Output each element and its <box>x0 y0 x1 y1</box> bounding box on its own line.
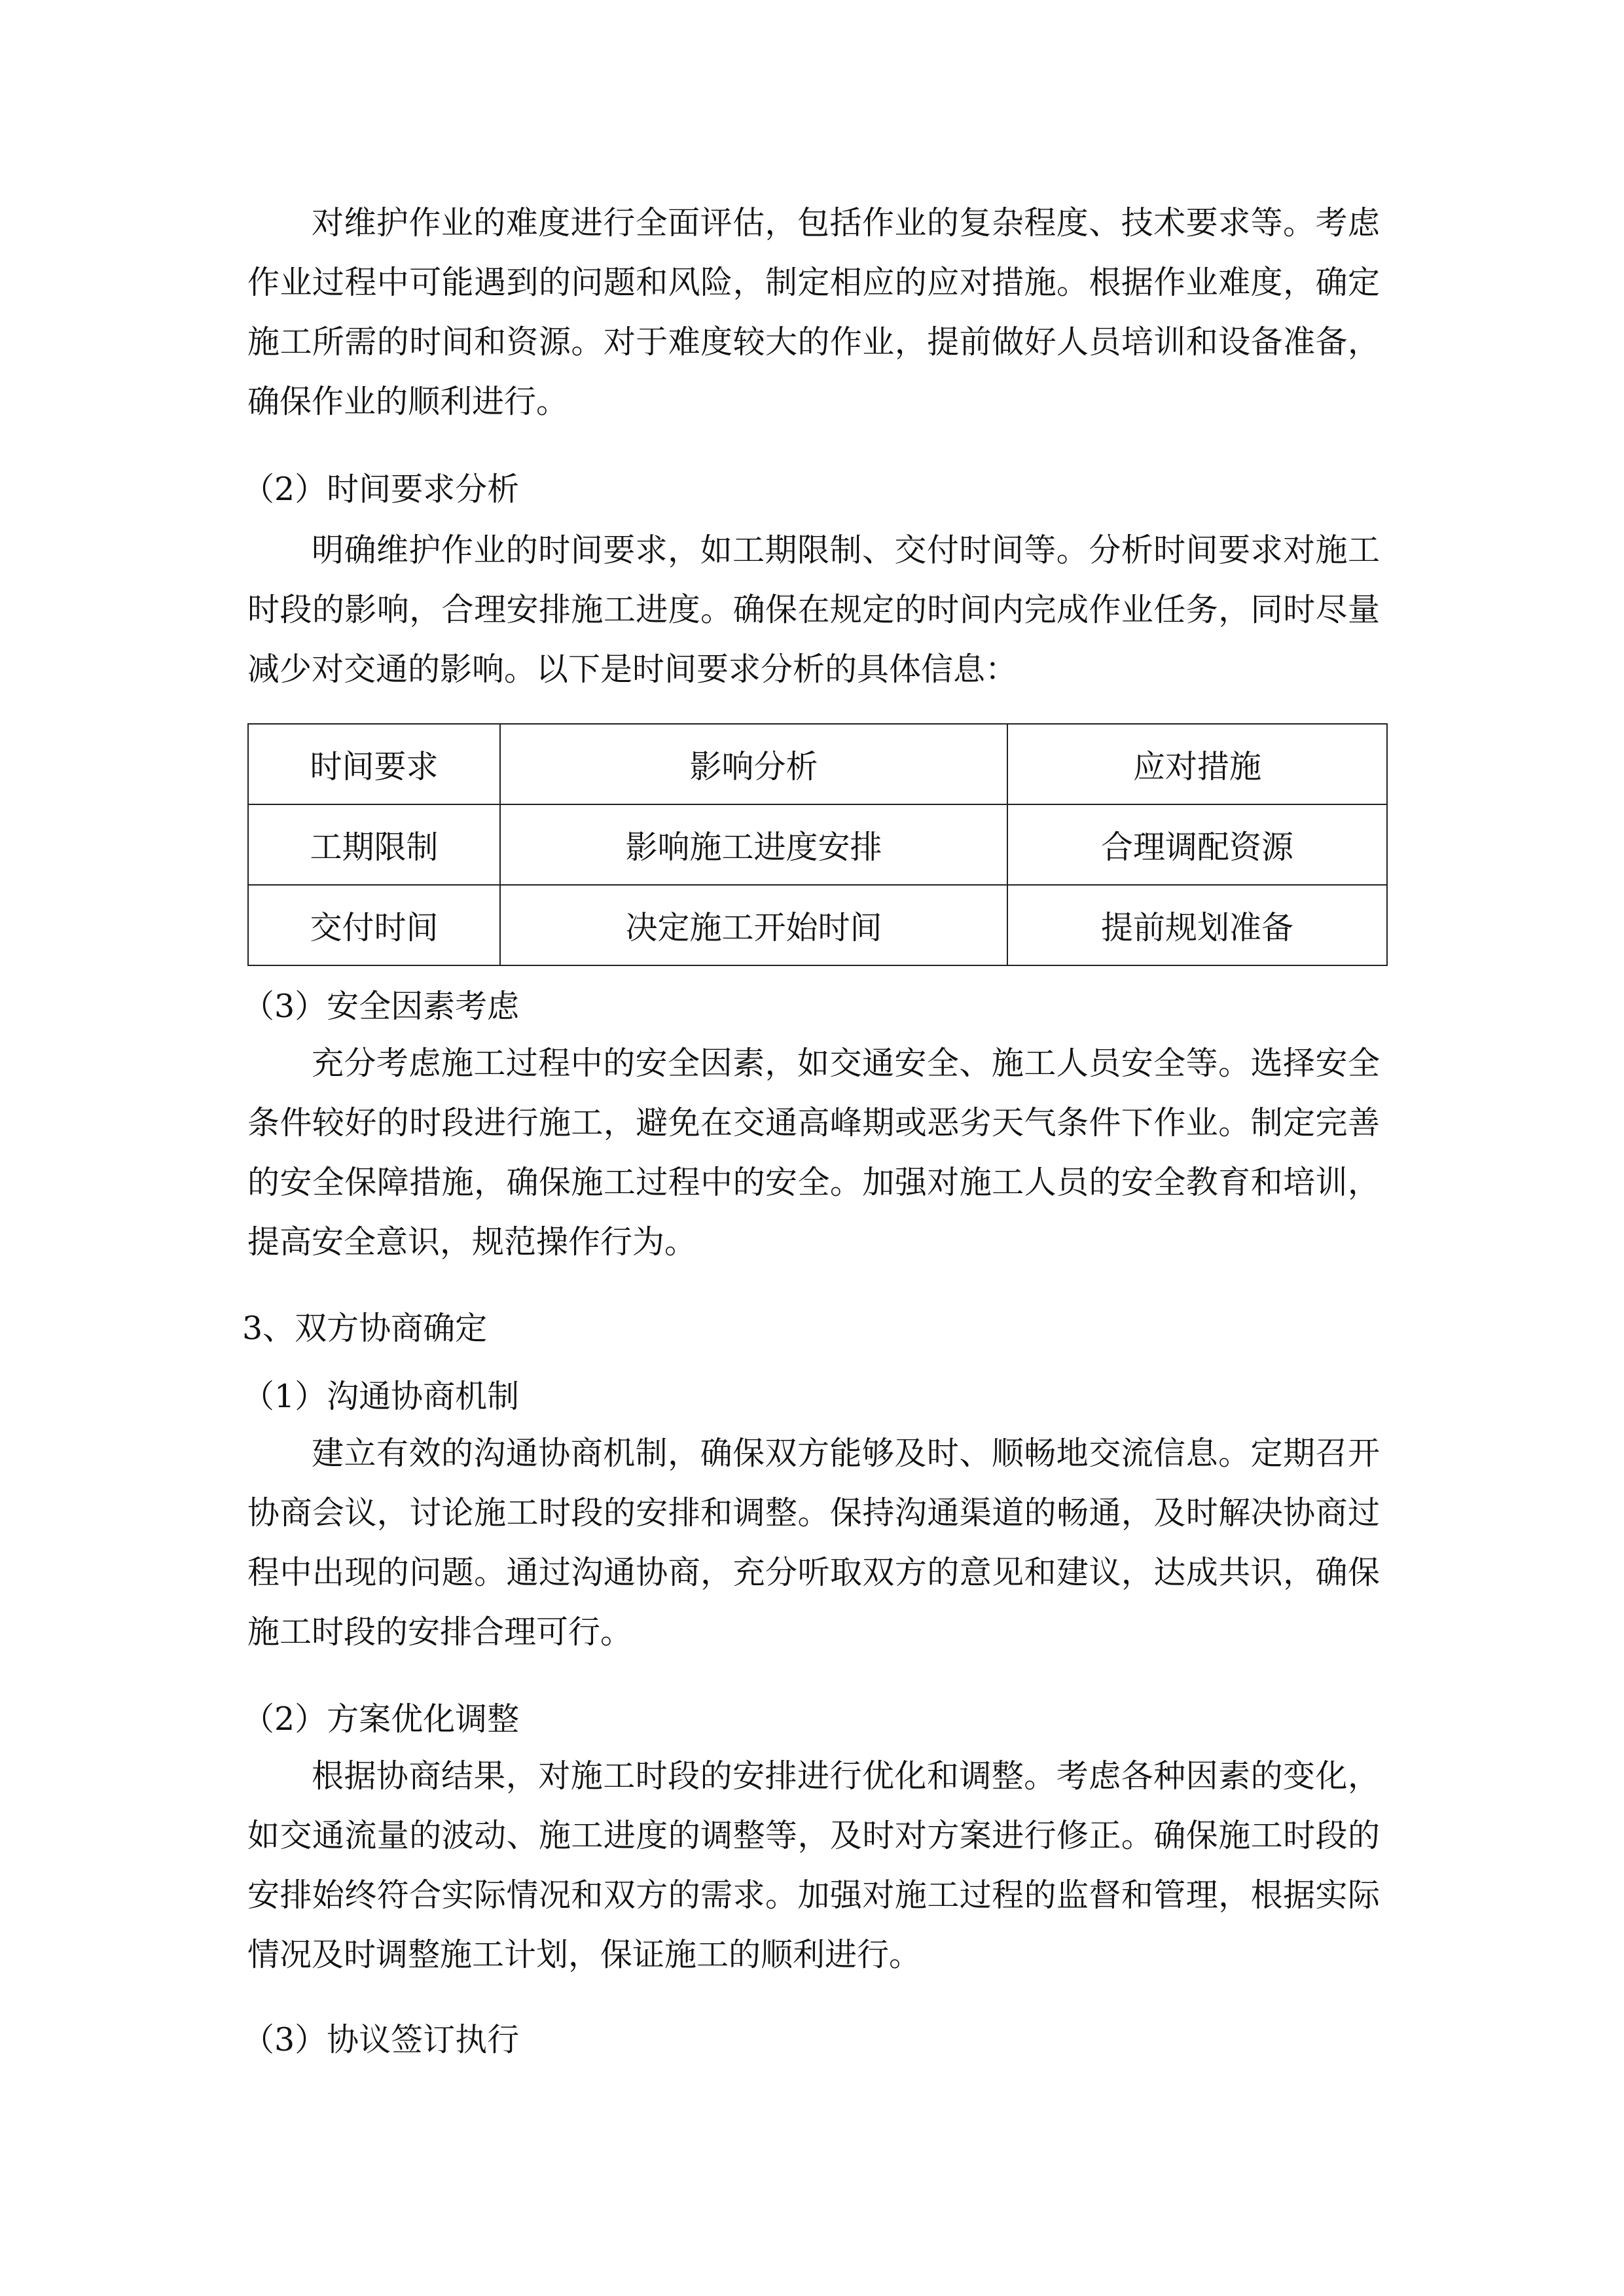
agreement-heading: （3）协议签订执行 <box>242 2021 520 2058</box>
negotiation-heading: 3、双方协商确定 <box>242 1310 488 1347</box>
time-requirement-paragraph: 明确维护作业的时间要求，如工期限制、交付时间等。分析时间要求对施工时段的影响，合理安排施工进度。确保在规定的时间内完成作业任务，同时尽量减少对交通的影响。以下是时间要求分析的具体信息： <box>247 531 1380 688</box>
time-requirement-table <box>247 723 1388 966</box>
difficulty-paragraph: 对维护作业的难度进行全面评估，包括作业的复杂程度、技术要求等。考虑作业过程中可能遇到的问题和风险，制定相应的应对措施。根据作业难度，确定施工所需的时间和资源。对于难度较大的作业，提前做好人员培训和设备准备，确保作业的顺利进行。 <box>247 204 1380 420</box>
safety-heading: （3）安全因素考虑 <box>242 988 520 1025</box>
optimization-heading: （2）方案优化调整 <box>242 1700 520 1738</box>
table-cell: 交付时间 <box>248 885 500 965</box>
table-header-cell: 应对措施 <box>1007 724 1387 804</box>
table-cell: 工期限制 <box>248 804 500 885</box>
time-requirement-heading: （2）时间要求分析 <box>242 471 520 508</box>
table-cell: 影响施工进度安排 <box>500 804 1007 885</box>
table-header-row <box>248 724 1387 804</box>
communication-heading: （1）沟通协商机制 <box>242 1378 520 1415</box>
optimization-paragraph: 根据协商结果，对施工时段的安排进行优化和调整。考虑各种因素的变化，如交通流量的波动、施工进度的调整等，及时对方案进行修正。确保施工时段的安排始终符合实际情况和双方的需求。加强对施工过程的监督和管理，根据实际情况及时调整施工计划，保证施工的顺利进行。 <box>247 1757 1380 1973</box>
table-row <box>248 804 1387 885</box>
table-cell: 合理调配资源 <box>1007 804 1387 885</box>
table-cell: 决定施工开始时间 <box>500 885 1007 965</box>
table-header-cell: 时间要求 <box>248 724 500 804</box>
table-row <box>248 885 1387 965</box>
table-header-cell: 影响分析 <box>500 724 1007 804</box>
communication-paragraph: 建立有效的沟通协商机制，确保双方能够及时、顺畅地交流信息。定期召开协商会议，讨论施工时段的安排和调整。保持沟通渠道的畅通，及时解决协商过程中出现的问题。通过沟通协商，充分听取双方的意见和建议，达成共识，确保施工时段的安排合理可行。 <box>247 1435 1380 1651</box>
safety-paragraph: 充分考虑施工过程中的安全因素，如交通安全、施工人员安全等。选择安全条件较好的时段进行施工，避免在交通高峰期或恶劣天气条件下作业。制定完善的安全保障措施，确保施工过程中的安全。加强对施工人员的安全教育和培训，提高安全意识，规范操作行为。 <box>247 1045 1380 1261</box>
table-cell: 提前规划准备 <box>1007 885 1387 965</box>
